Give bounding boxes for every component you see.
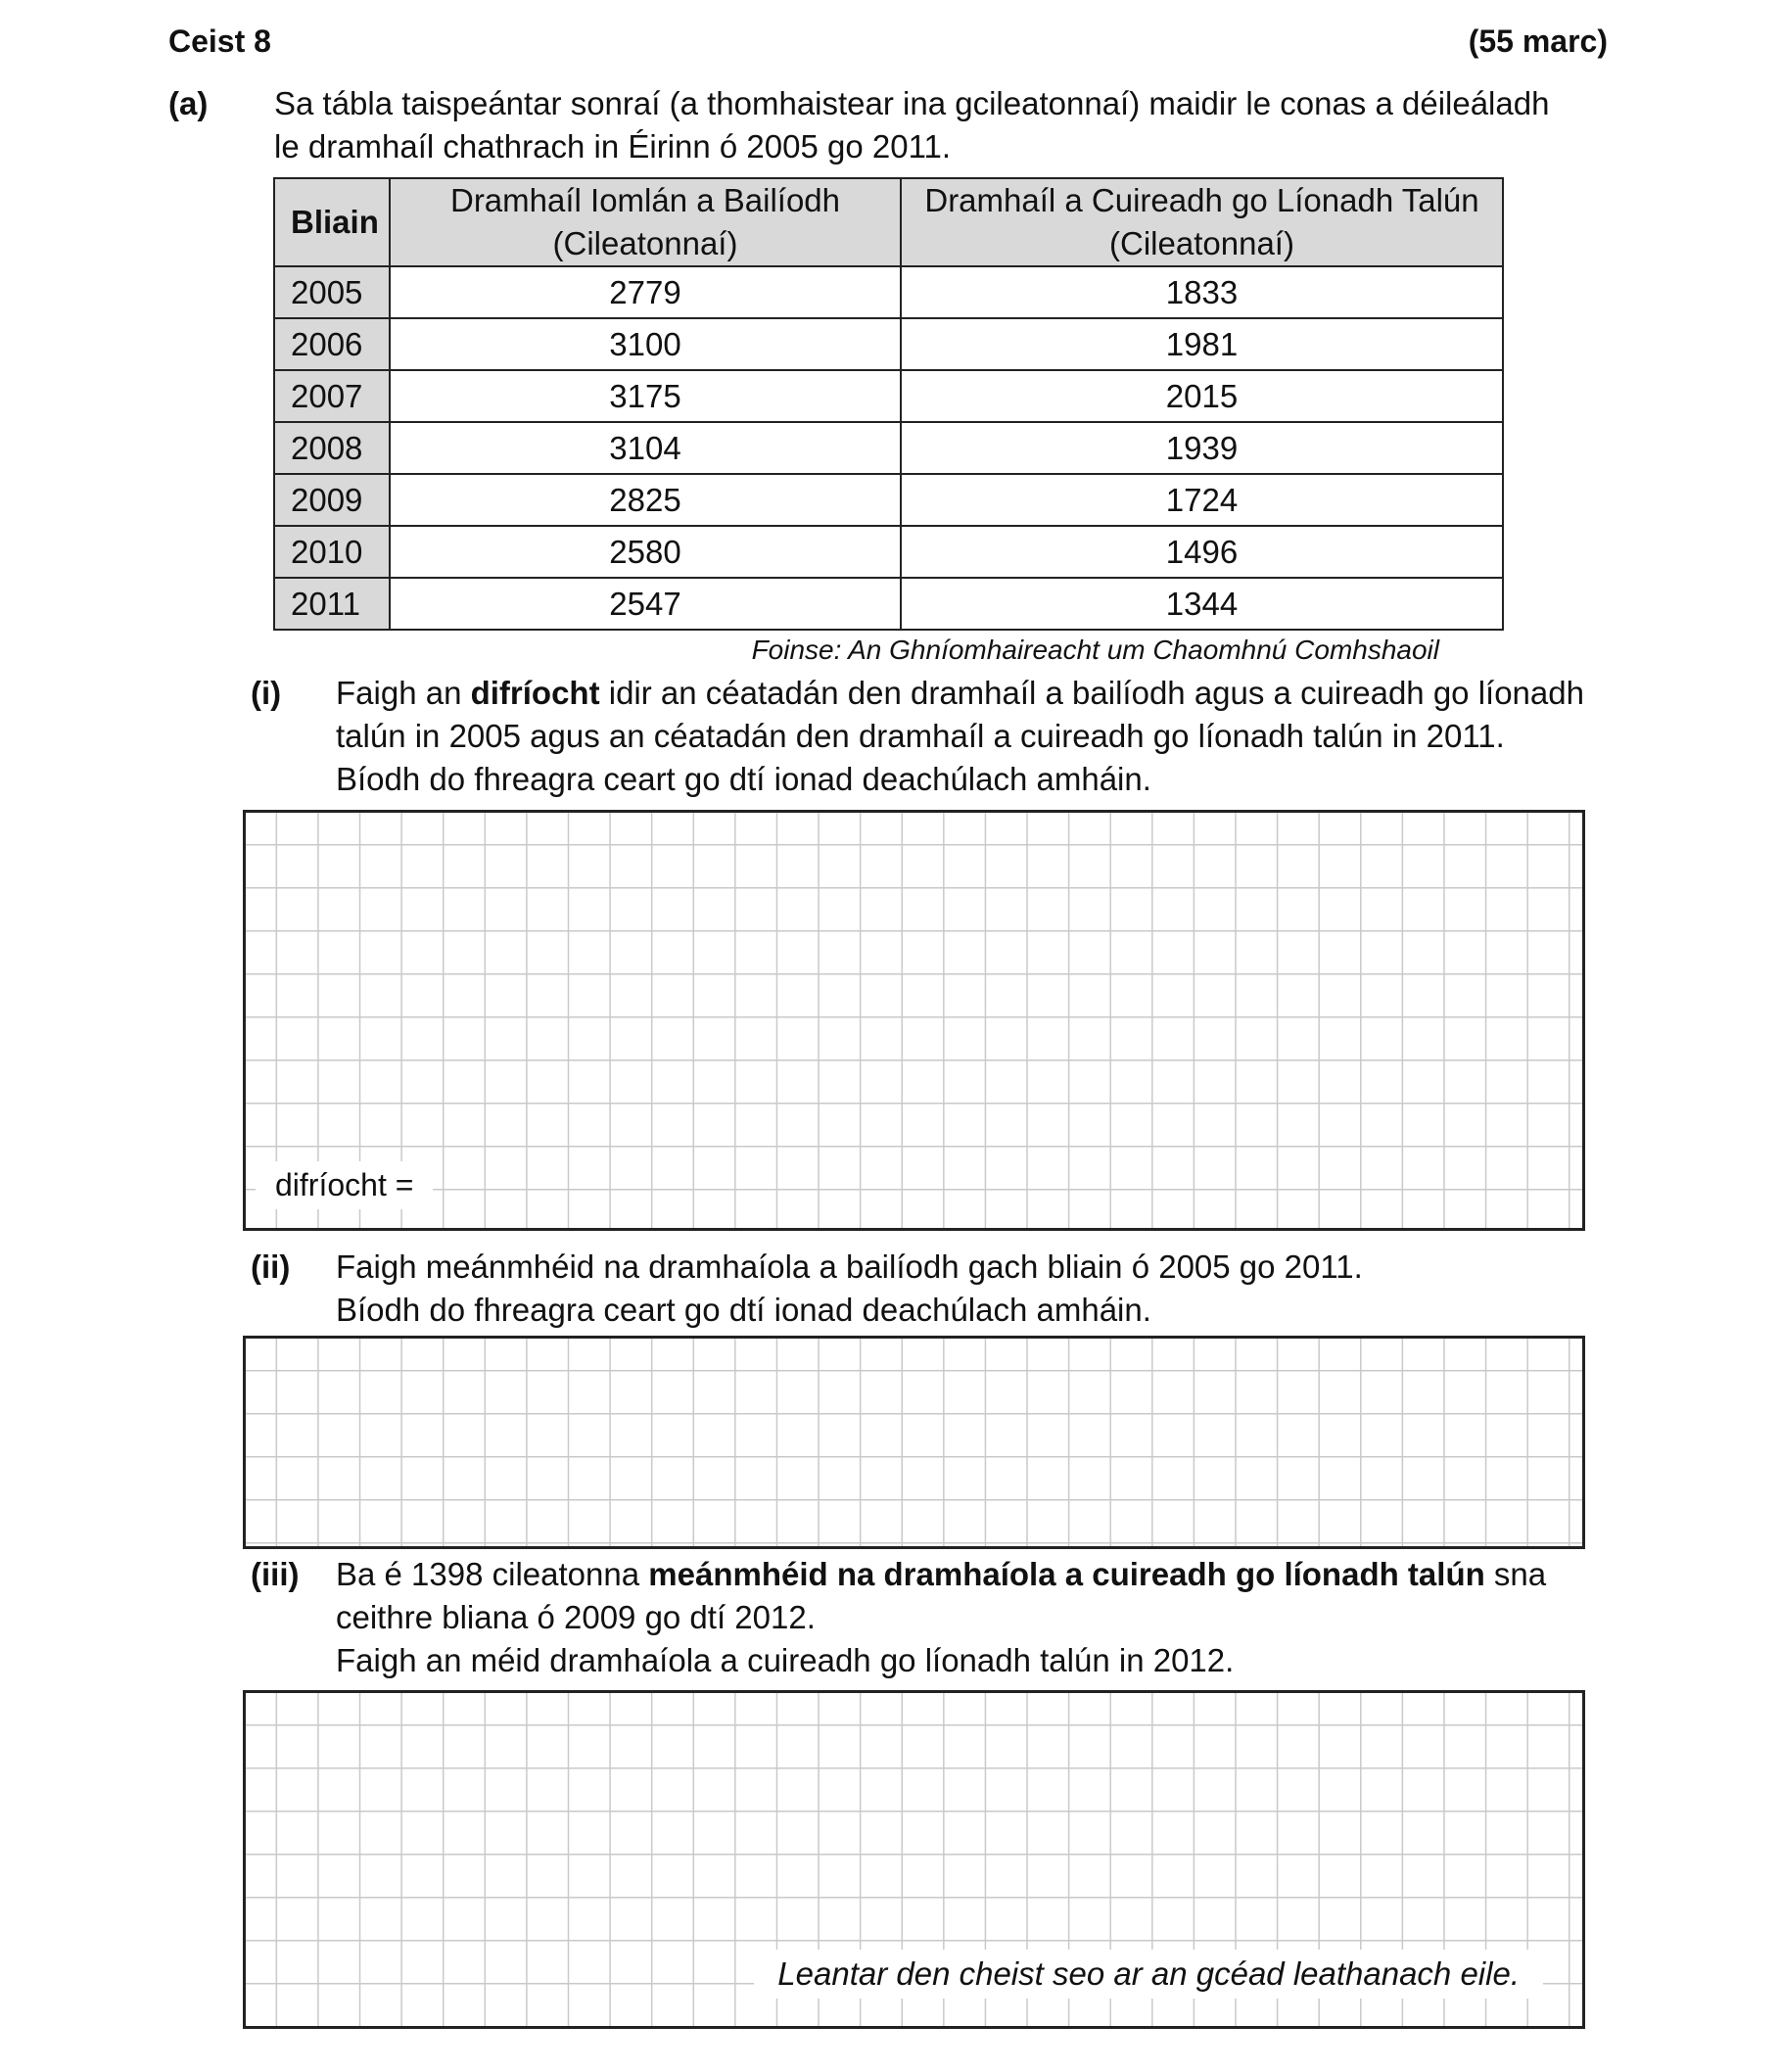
cell-landfill: 1981 (901, 318, 1503, 370)
cell-year: 2006 (274, 318, 390, 370)
waste-data-table (273, 177, 1504, 631)
part-iii-line1-bold: meánmhéid na dramhaíola a cuireadh go líonadh talún (648, 1556, 1485, 1592)
part-ii-line2: Bíodh do fhreagra ceart go dtí ionad deachúlach amháin. (336, 1292, 1151, 1328)
part-i-line1 (336, 672, 1584, 715)
part-i-line1-bold: difríocht (470, 675, 600, 711)
table-row (274, 266, 1503, 318)
cell-landfill: 1724 (901, 474, 1503, 526)
table-row (274, 370, 1503, 422)
question-title: Ceist 8 (168, 24, 271, 59)
table-header-row (274, 178, 1503, 266)
table-row (274, 526, 1503, 578)
cell-total: 2825 (390, 474, 901, 526)
cell-total: 3175 (390, 370, 901, 422)
cell-year: 2009 (274, 474, 390, 526)
cell-year: 2011 (274, 578, 390, 630)
part-iii-line1-pre: Ba é 1398 cileatonna (336, 1556, 649, 1592)
col-header-total (390, 178, 901, 266)
col-header-landfill-line1: Dramhaíl a Cuireadh go Líonadh Talún (924, 182, 1479, 218)
part-ii-label: (ii) (251, 1248, 291, 1285)
cell-year: 2008 (274, 422, 390, 474)
part-iii-line2: ceithre bliana ó 2009 go dtí 2012. (336, 1599, 816, 1635)
answer-box-iii[interactable] (243, 1690, 1585, 2029)
cell-total: 3104 (390, 422, 901, 474)
cell-total: 2779 (390, 266, 901, 318)
cell-landfill: 2015 (901, 370, 1503, 422)
table-source: Foinse: An Ghníomhaireacht um Chaomhnú Comhshaoil (751, 635, 1439, 665)
cell-total: 2580 (390, 526, 901, 578)
cell-total: 3100 (390, 318, 901, 370)
part-a-label: (a) (168, 85, 209, 121)
part-a-intro-line1: Sa tábla taispeántar sonraí (a thomhaistear ina gcileatonnaí) maidir le conas a déileáladh (274, 85, 1550, 121)
table-row (274, 422, 1503, 474)
part-ii-line1: Faigh meánmhéid na dramhaíola a bailíodh gach bliain ó 2005 go 2011. (336, 1248, 1363, 1285)
answer-box-i[interactable] (243, 810, 1585, 1231)
continue-note: Leantar den cheist seo ar an gcéad leathanach eile. (754, 1950, 1543, 1999)
col-header-year: Bliain (274, 178, 390, 266)
cell-year: 2005 (274, 266, 390, 318)
part-i-line3: Bíodh do fhreagra ceart go dtí ionad deachúlach amháin. (336, 761, 1151, 797)
part-i-line1-post: idir an céatadán den dramhaíl a bailíodh agus a cuireadh go líonadh (599, 675, 1584, 711)
part-iii-line1 (336, 1553, 1546, 1596)
col-header-total-line2: (Cileatonnaí) (552, 225, 738, 261)
part-iii-line3: Faigh an méid dramhaíola a cuireadh go líonadh talún in 2012. (336, 1642, 1235, 1678)
part-a-intro-line2: le dramhaíl chathrach in Éirinn ó 2005 go 2011. (274, 128, 952, 165)
cell-total: 2547 (390, 578, 901, 630)
part-iii-label: (iii) (251, 1556, 300, 1592)
part-i-line2: talún in 2005 agus an céatadán den dramhaíl a cuireadh go líonadh talún in 2011. (336, 718, 1505, 754)
part-iii-line1-post: sna (1484, 1556, 1547, 1592)
cell-year: 2010 (274, 526, 390, 578)
col-header-landfill-line2: (Cileatonnaí) (1109, 225, 1294, 261)
cell-year: 2007 (274, 370, 390, 422)
cell-landfill: 1496 (901, 526, 1503, 578)
part-i-label: (i) (251, 675, 282, 711)
part-i-line1-pre: Faigh an (336, 675, 471, 711)
cell-landfill: 1344 (901, 578, 1503, 630)
cell-landfill: 1833 (901, 266, 1503, 318)
difference-answer-label: difríocht = (256, 1161, 433, 1209)
answer-box-ii[interactable] (243, 1336, 1585, 1549)
table-row (274, 474, 1503, 526)
cell-landfill: 1939 (901, 422, 1503, 474)
col-header-total-line1: Dramhaíl Iomlán a Bailíodh (449, 182, 841, 218)
marks-label: (55 marc) (1468, 24, 1608, 59)
table-row (274, 578, 1503, 630)
col-header-landfill (901, 178, 1503, 266)
table-row (274, 318, 1503, 370)
